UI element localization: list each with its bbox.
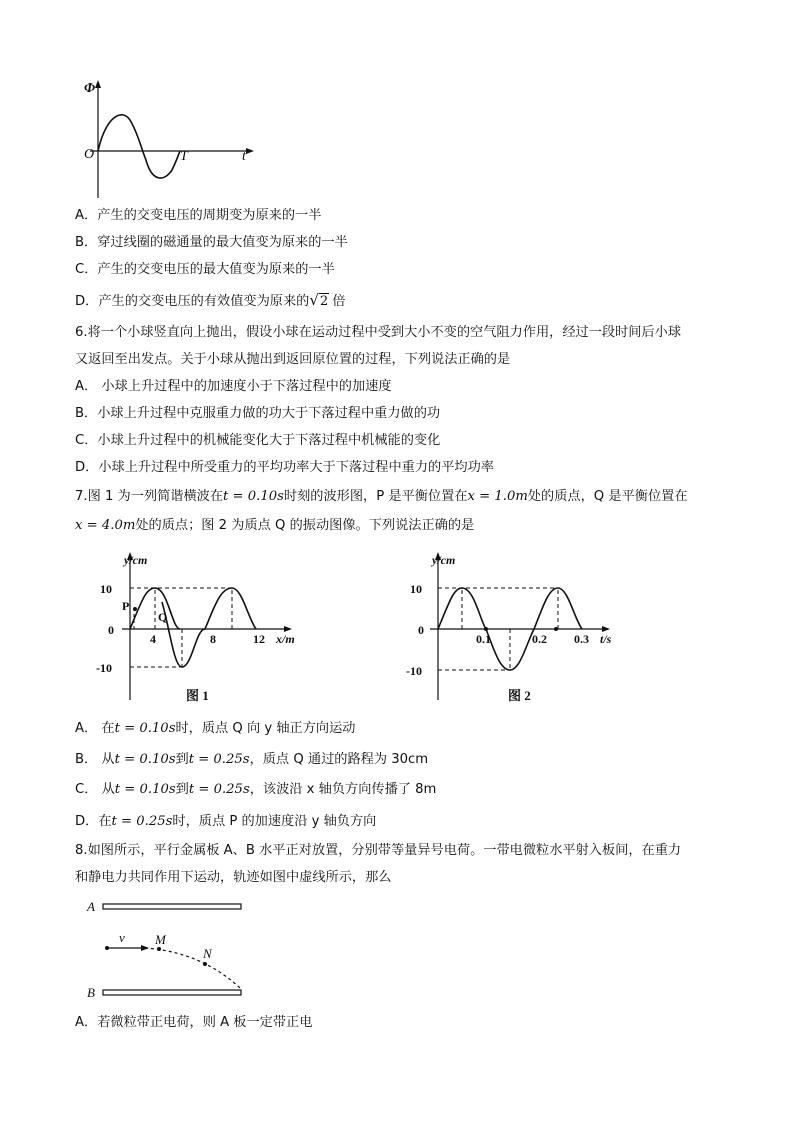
- point-m-label: M: [155, 932, 166, 947]
- q6-option-a: A． 小球上升过程中的加速度小于下落过程中的加速度: [75, 379, 392, 394]
- q7-option-a-prefix: A． 在: [75, 721, 115, 736]
- point-p-marker: [133, 607, 137, 611]
- plate-a: [103, 904, 241, 909]
- q7-p-position-expr: x = 1.0m: [467, 489, 528, 504]
- fig2-x-tick: 0.2: [532, 632, 547, 646]
- q7-option-c-time-start: t = 0.10s: [114, 782, 176, 797]
- q7-option-c-prefix: C． 从: [75, 782, 115, 797]
- q8-stem-line1: 8.如图所示，平行金属板 A、B 水平正对放置，分别带等量异号电荷。一带电微粒水平射入板间，在重力: [75, 843, 682, 858]
- fig2-y-zero: 0: [418, 623, 424, 637]
- fig1-x-tick: 4: [150, 632, 156, 646]
- fig1-caption: 图 1: [186, 688, 209, 703]
- point-m-marker: [157, 947, 161, 951]
- q5-option-c: C．产生的交变电压的最大值变为原来的一半: [75, 262, 335, 277]
- q6-option-c: C．小球上升过程中的机械能变化大于下落过程中机械能的变化: [75, 433, 441, 448]
- q7-option-c-to: 到: [175, 782, 189, 797]
- q7-option-b-time-start: t = 0.10s: [114, 752, 176, 767]
- q5-option-a: A．产生的交变电压的周期变为原来的一半: [75, 208, 322, 223]
- q5-option-d-text: D．产生的交变电压的有效值变为原来的: [75, 294, 310, 309]
- q7-option-c: [75, 781, 436, 799]
- plate-b-label: B: [87, 985, 95, 1000]
- q7-option-d-time: t = 0.25s: [111, 814, 173, 829]
- fig1-point-p: P: [122, 599, 130, 613]
- fig2-x-tick: 0.3: [574, 632, 589, 646]
- q7-q-position-expr: x = 4.0m: [75, 518, 136, 533]
- fig2-y-top: 10: [410, 582, 422, 596]
- q7-option-a: [75, 720, 355, 738]
- q7-option-a-time: t = 0.10s: [114, 721, 176, 736]
- q7-option-b: [75, 751, 428, 769]
- fig1-x-tick: 8: [210, 632, 216, 646]
- origin-label: O: [84, 147, 95, 162]
- q8-stem-line2: 和静电力共同作用下运动，轨迹如图中虚线所示，那么: [75, 870, 392, 885]
- vibration-graph-fig2: [400, 550, 630, 710]
- fig1-y-bottom: -10: [96, 661, 112, 675]
- period-label: T: [180, 149, 188, 164]
- q7-stem-line2: [75, 517, 474, 535]
- q5-option-b: B．穿过线圈的磁通量的最大值变为原来的一半: [75, 235, 348, 250]
- q6-stem-line2: 又返回至出发点。关于小球从抛出到返回原位置的过程，下列说法正确的是: [75, 352, 511, 367]
- fig1-x-unit: x/m: [276, 632, 295, 646]
- wave-graph-fig1: [80, 550, 380, 710]
- sqrt-expression: √2: [309, 291, 329, 309]
- q7-option-b-time-end: t = 0.25s: [188, 752, 250, 767]
- parallel-plates-figure: [85, 898, 255, 1003]
- fig2-x-unit: t/s: [600, 632, 612, 646]
- q5-option-d: [75, 291, 345, 311]
- q7-option-d-text: 时，质点 P 的加速度沿 y 轴负方向: [172, 814, 377, 829]
- fig2-marker-end: [554, 627, 558, 631]
- trajectory-path: [145, 948, 240, 988]
- t-axis-label: t: [242, 149, 246, 164]
- phi-axis-label: Φ: [84, 81, 96, 96]
- fig2-y-bottom: -10: [406, 664, 422, 678]
- fig1-y-top: 10: [100, 582, 112, 596]
- fig2-marker-start: [484, 627, 488, 631]
- q7-stem-part4: 处的质点；图 2 为质点 Q 的振动图像。下列说法正确的是: [135, 518, 475, 533]
- q7-time-expr: t = 0.10s: [223, 489, 284, 504]
- q7-stem-part3: 处的质点，Q 是平衡位置在: [527, 489, 688, 504]
- plate-b: [103, 990, 241, 995]
- q5-option-d-suffix: 倍: [332, 294, 346, 309]
- wave-curve-fig1: [130, 588, 180, 629]
- fig2-caption: 图 2: [508, 688, 531, 703]
- fig1-y-unit: y/cm: [124, 553, 148, 567]
- q7-stem-part2: 时刻的波形图，P 是平衡位置在: [283, 489, 468, 504]
- q7-stem-part1: 7.图 1 为一列简谐横波在: [75, 489, 224, 504]
- velocity-label: v: [119, 930, 125, 945]
- plate-a-label: A: [87, 899, 95, 914]
- q6-option-d: D．小球上升过程中所受重力的平均功率大于下落过程中重力的平均功率: [75, 460, 494, 475]
- particle-start: [105, 946, 109, 950]
- sqrt-radicand: 2: [319, 294, 329, 309]
- fig1-x-tick: 12: [253, 632, 265, 646]
- q8-option-a: A．若微粒带正电荷，则 A 板一定带正电: [75, 1015, 313, 1030]
- q7-stem-line1: [75, 488, 688, 506]
- q7-option-a-text: 时，质点 Q 向 y 轴正方向运动: [175, 721, 356, 736]
- fig2-x-tick: 0.1: [476, 632, 491, 646]
- q7-option-d-prefix: D．在: [75, 814, 112, 829]
- q7-option-d: [75, 813, 376, 831]
- q6-option-b: B．小球上升过程中克服重力做的功大于下落过程中重力做的功: [75, 406, 441, 421]
- flux-graph: [80, 78, 260, 200]
- q6-stem-line1: 6.将一个小球竖直向上抛出，假设小球在运动过程中受到大小不变的空气阻力作用，经过一段时间后小球: [75, 325, 682, 340]
- fig1-y-zero: 0: [108, 623, 114, 637]
- q7-option-b-prefix: B． 从: [75, 752, 115, 767]
- q7-option-b-text: ，质点 Q 通过的路程为 30cm: [249, 752, 429, 767]
- point-n-label: N: [203, 946, 212, 961]
- point-n-marker: [203, 962, 207, 966]
- flux-sine-curve: [98, 115, 180, 178]
- fig2-y-unit: y/cm: [432, 553, 456, 567]
- q7-option-c-time-end: t = 0.25s: [188, 782, 250, 797]
- q7-option-b-to: 到: [175, 752, 189, 767]
- wave-curve-fig1-mid: [162, 588, 256, 667]
- q7-option-c-text: ，该波沿 x 轴负方向传播了 8m: [249, 782, 437, 797]
- fig1-point-q: Q: [158, 610, 168, 624]
